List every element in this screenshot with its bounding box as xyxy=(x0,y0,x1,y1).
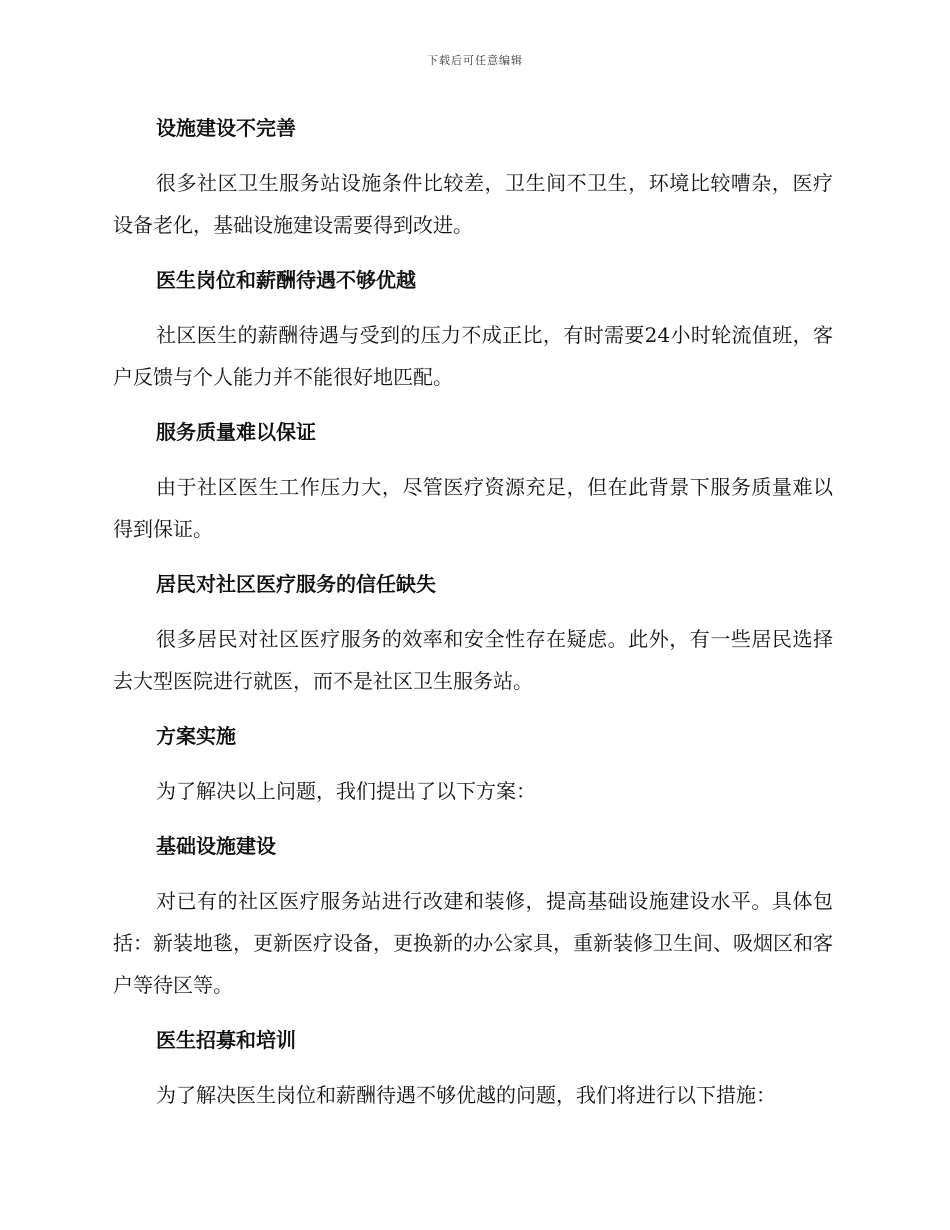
section-heading: 基础设施建设 xyxy=(156,834,276,858)
section-paragraph: 对已有的社区医疗服务站进行改建和装修，提高基础设施建设水平。具体包括：新装地毯，更新医疗设备，更换新的办公家具，重新装修卫生间、吸烟区和客户等待区等。 xyxy=(113,889,833,997)
section-paragraph: 社区医生的薪酬待遇与受到的压力不成正比，有时需要24小时轮流值班，客户反馈与个人能力并不能很好地匹配。 xyxy=(113,323,833,389)
section-paragraph: 为了解决以上问题，我们提出了以下方案： xyxy=(156,779,536,803)
section-paragraph: 很多居民对社区医疗服务的效率和安全性存在疑虑。此外，有一些居民选择去大型医院进行就医，而不是社区卫生服务站。 xyxy=(113,627,833,693)
section-heading: 医生岗位和薪酬待遇不够优越 xyxy=(156,268,416,292)
page-header: 下载后可任意编辑 xyxy=(427,54,523,67)
section-heading: 服务质量难以保证 xyxy=(156,420,316,444)
section-heading: 医生招募和培训 xyxy=(156,1028,296,1052)
document-body xyxy=(113,108,833,1130)
section-heading: 居民对社区医疗服务的信任缺失 xyxy=(156,572,436,596)
section-heading: 设施建设不完善 xyxy=(156,116,296,140)
section-paragraph: 为了解决医生岗位和薪酬待遇不够优越的问题，我们将进行以下措施： xyxy=(156,1083,776,1107)
section-paragraph: 由于社区医生工作压力大，尽管医疗资源充足，但在此背景下服务质量难以得到保证。 xyxy=(113,475,833,541)
section-paragraph: 很多社区卫生服务站设施条件比较差，卫生间不卫生，环境比较嘈杂，医疗设备老化，基础设施建设需要得到改进。 xyxy=(113,171,833,237)
section-heading: 方案实施 xyxy=(156,724,236,748)
